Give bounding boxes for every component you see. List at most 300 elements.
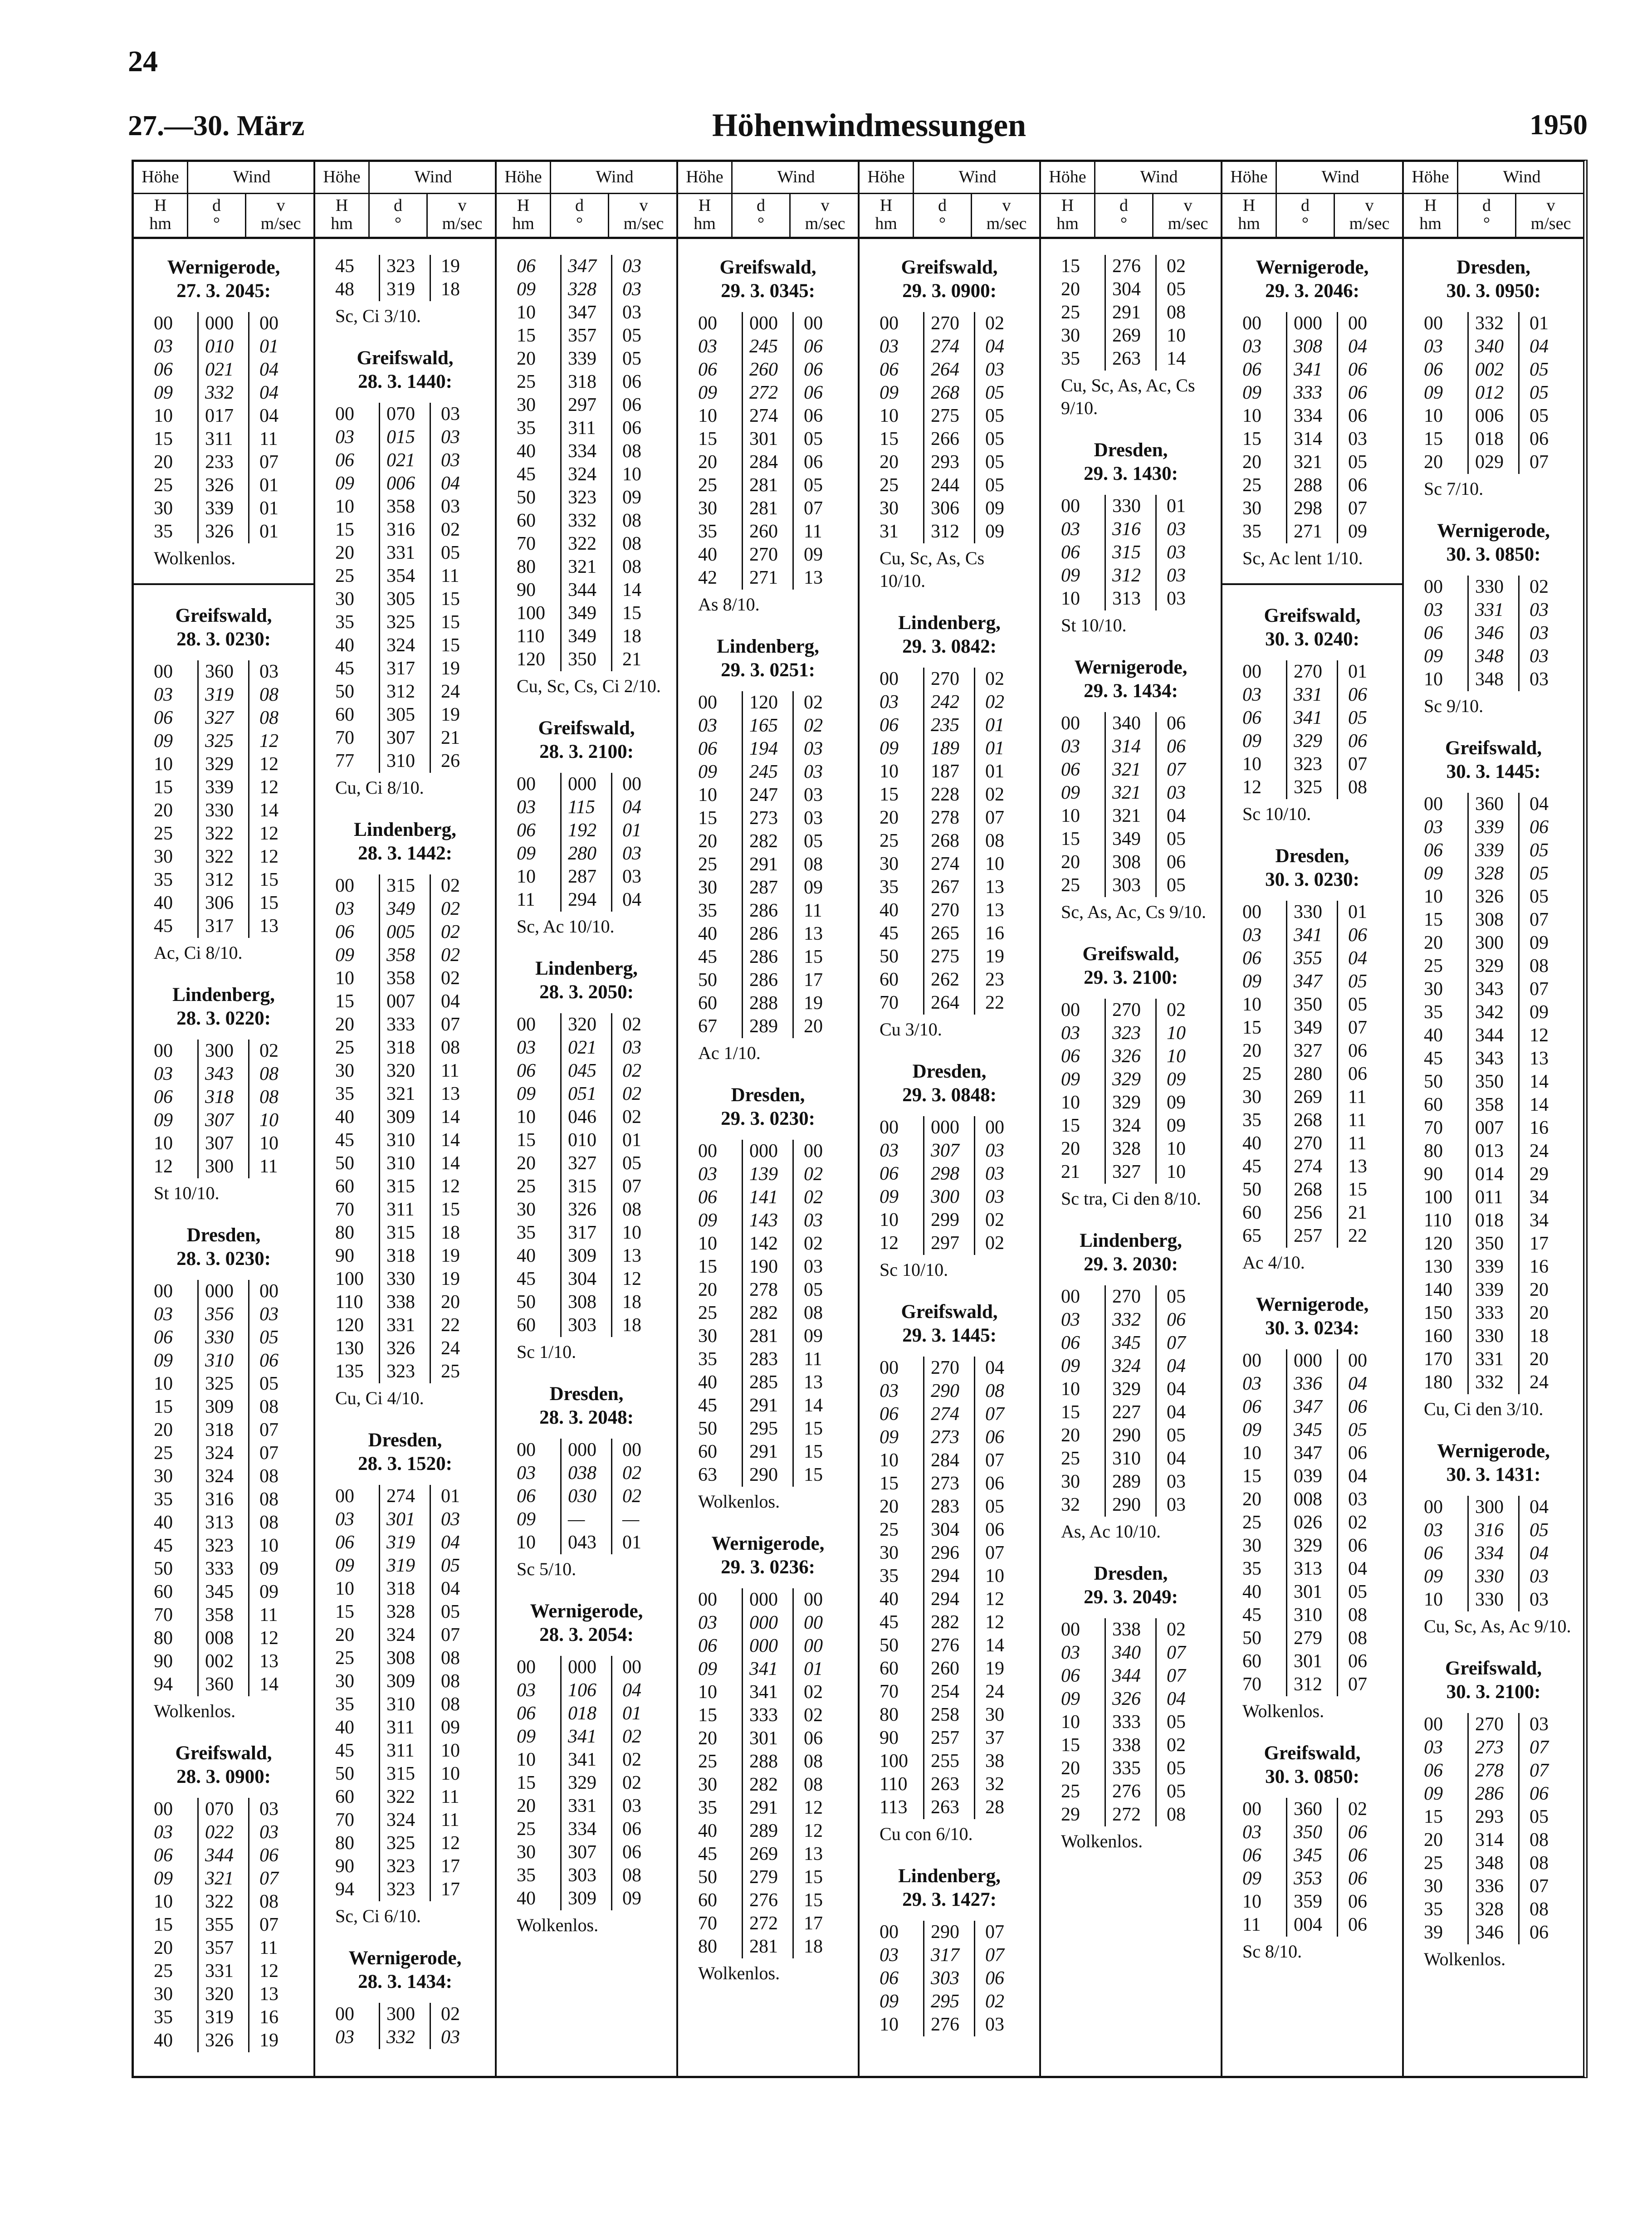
table-row bbox=[1232, 924, 1393, 947]
table-row bbox=[1050, 1447, 1212, 1470]
speed-value: 02 bbox=[430, 874, 475, 898]
direction-value: 245 bbox=[742, 335, 792, 358]
table-row bbox=[687, 1750, 849, 1773]
height-value: 00 bbox=[1061, 713, 1080, 734]
header-H: H bbox=[517, 196, 530, 215]
speed-value: 06 bbox=[1337, 924, 1382, 947]
table-row bbox=[324, 495, 486, 518]
direction-value: 319 bbox=[379, 1531, 429, 1554]
station-title bbox=[1413, 1440, 1574, 1487]
speed-value: 14 bbox=[248, 1673, 293, 1696]
speed-value: 05 bbox=[1155, 1424, 1201, 1447]
direction-value: 194 bbox=[742, 737, 792, 761]
height-value: 15 bbox=[1424, 909, 1443, 930]
direction-value: 350 bbox=[560, 648, 610, 671]
height-value: 120 bbox=[517, 649, 545, 670]
height-value: 90 bbox=[1424, 1164, 1443, 1185]
direction-value: 321 bbox=[379, 1083, 429, 1106]
direction-value: 318 bbox=[379, 1245, 429, 1268]
height-value: 06 bbox=[698, 1635, 717, 1656]
direction-value: 349 bbox=[1105, 828, 1154, 851]
table-row bbox=[1413, 1163, 1574, 1186]
direction-value: 000 bbox=[742, 1588, 792, 1611]
height-value: 03 bbox=[1061, 1023, 1080, 1044]
speed-value: 04 bbox=[1337, 1557, 1382, 1581]
table-row bbox=[687, 1935, 849, 1958]
speed-value: 04 bbox=[611, 888, 656, 912]
speed-value: 02 bbox=[792, 1186, 838, 1209]
table-row bbox=[506, 1841, 667, 1864]
divider bbox=[1222, 583, 1402, 585]
table-row bbox=[506, 1725, 667, 1748]
direction-value: 309 bbox=[379, 1670, 429, 1693]
speed-value: 03 bbox=[1337, 428, 1382, 451]
direction-value: 312 bbox=[197, 869, 247, 892]
table-row bbox=[1050, 1780, 1212, 1803]
cloud-note: Wolkenlos. bbox=[1061, 1831, 1143, 1851]
direction-value: 341 bbox=[560, 1748, 610, 1772]
station-block bbox=[506, 717, 667, 938]
direction-value: 286 bbox=[1467, 1782, 1517, 1806]
station-name: Dresden, bbox=[368, 1430, 442, 1451]
speed-value: 02 bbox=[611, 1106, 656, 1129]
direction-value: 329 bbox=[1286, 730, 1336, 753]
station-time: 29. 3. 1445: bbox=[902, 1325, 997, 1346]
direction-value: 279 bbox=[1286, 1627, 1336, 1650]
direction-value: 349 bbox=[1286, 1016, 1336, 1040]
header-wind: Wind bbox=[233, 167, 271, 186]
station-name: Wernigerode, bbox=[1256, 257, 1369, 278]
height-value: 25 bbox=[880, 475, 899, 496]
speed-value: 05 bbox=[1155, 874, 1201, 897]
station-time: 28. 3. 1520: bbox=[358, 1453, 452, 1474]
height-value: 20 bbox=[335, 1014, 354, 1035]
height-value: 25 bbox=[154, 475, 173, 496]
direction-value: 269 bbox=[1286, 1086, 1336, 1109]
direction-value: 334 bbox=[1286, 405, 1336, 428]
table-row bbox=[143, 683, 304, 707]
speed-value: 03 bbox=[611, 865, 656, 888]
speed-value: 11 bbox=[1337, 1109, 1382, 1132]
speed-value: 07 bbox=[1518, 908, 1564, 932]
height-value: 35 bbox=[1242, 1558, 1261, 1579]
table-row bbox=[143, 892, 304, 915]
direction-value: 273 bbox=[742, 807, 792, 830]
table-row bbox=[1232, 520, 1393, 543]
speed-value: 18 bbox=[611, 1291, 656, 1314]
station-title bbox=[687, 1084, 849, 1131]
table-row bbox=[687, 1186, 849, 1209]
height-value: 20 bbox=[335, 1625, 354, 1645]
direction-value: 323 bbox=[379, 255, 429, 278]
height-value: 30 bbox=[1242, 1535, 1261, 1556]
table-row bbox=[1232, 1109, 1393, 1132]
station-title bbox=[1050, 942, 1212, 990]
station-block bbox=[687, 1532, 849, 1985]
table-row bbox=[1413, 668, 1574, 691]
direction-value: 311 bbox=[197, 428, 247, 451]
direction-value: 000 bbox=[197, 312, 247, 335]
table-row bbox=[143, 358, 304, 381]
speed-value: 08 bbox=[792, 1750, 838, 1773]
height-value: 15 bbox=[698, 1256, 717, 1277]
table-row bbox=[506, 1772, 667, 1795]
speed-value: 03 bbox=[974, 1139, 1019, 1162]
direction-value: 349 bbox=[560, 602, 610, 625]
speed-value: 04 bbox=[1155, 1401, 1201, 1424]
speed-value: 03 bbox=[974, 1186, 1019, 1209]
speed-value: 02 bbox=[611, 1772, 656, 1795]
direction-value: 142 bbox=[742, 1232, 792, 1255]
header-deg: ° bbox=[394, 214, 402, 233]
table-row bbox=[506, 394, 667, 417]
table-row bbox=[143, 1349, 304, 1372]
table-row bbox=[324, 449, 486, 472]
speed-value: 08 bbox=[1155, 1803, 1201, 1826]
header-deg: ° bbox=[213, 214, 220, 233]
speed-value: 12 bbox=[430, 1832, 475, 1855]
station-title bbox=[143, 1224, 304, 1271]
cloud-note: Sc, As, Ac, Cs 9/10. bbox=[1061, 902, 1207, 922]
direction-value: 354 bbox=[379, 565, 429, 588]
speed-value: 09 bbox=[1518, 932, 1564, 955]
speed-value: 08 bbox=[248, 1511, 293, 1534]
speed-value: 04 bbox=[1155, 1355, 1201, 1378]
speed-value: 06 bbox=[792, 335, 838, 358]
speed-value: 05 bbox=[1337, 707, 1382, 730]
table-row bbox=[1232, 1867, 1393, 1890]
height-value: 45 bbox=[517, 464, 536, 485]
direction-value: 291 bbox=[742, 1796, 792, 1820]
speed-value: 07 bbox=[611, 1175, 656, 1198]
table-row bbox=[869, 358, 1030, 381]
height-value: 70 bbox=[880, 1681, 899, 1702]
height-value: 10 bbox=[1242, 1891, 1261, 1912]
height-value: 06 bbox=[154, 1845, 173, 1866]
height-value: 06 bbox=[154, 359, 173, 380]
height-value: 25 bbox=[698, 1751, 717, 1772]
station-block bbox=[324, 1429, 486, 1928]
station-name: Greifswald, bbox=[1445, 1658, 1542, 1679]
height-value: 09 bbox=[517, 279, 536, 300]
direction-value: 039 bbox=[1286, 1465, 1336, 1488]
station-title bbox=[869, 1865, 1030, 1912]
direction-value: 026 bbox=[1286, 1511, 1336, 1534]
station-time: 29. 3. 0345: bbox=[721, 280, 815, 302]
table-row bbox=[1232, 428, 1393, 451]
table-row bbox=[1232, 1650, 1393, 1673]
height-value: 06 bbox=[517, 820, 536, 841]
table-row bbox=[1050, 1091, 1212, 1114]
speed-value: 08 bbox=[792, 1773, 838, 1796]
direction-value: 322 bbox=[197, 845, 247, 869]
direction-value: 276 bbox=[742, 1889, 792, 1912]
table-row bbox=[869, 1518, 1030, 1542]
table-row bbox=[1232, 1155, 1393, 1178]
height-value: 09 bbox=[154, 1110, 173, 1131]
height-value: 03 bbox=[880, 692, 899, 713]
table-column bbox=[315, 162, 497, 2076]
height-value: 29 bbox=[1061, 1804, 1080, 1825]
height-value: 03 bbox=[1061, 1642, 1080, 1663]
height-value: 35 bbox=[698, 1797, 717, 1818]
table-row bbox=[506, 417, 667, 440]
station-time: 29. 3. 2049: bbox=[1084, 1586, 1178, 1608]
table-row bbox=[506, 1083, 667, 1106]
table-row bbox=[324, 611, 486, 634]
station-name: Wernigerode, bbox=[530, 1601, 643, 1622]
direction-value: 281 bbox=[742, 1935, 792, 1958]
height-value: 03 bbox=[517, 797, 536, 818]
cloud-note: Wolkenlos. bbox=[154, 1701, 236, 1721]
height-value: 35 bbox=[1424, 1899, 1443, 1920]
station-name: Greifswald, bbox=[1082, 943, 1179, 965]
table-row bbox=[1413, 1070, 1574, 1093]
table-row bbox=[869, 1680, 1030, 1703]
direction-value: 340 bbox=[1105, 1641, 1154, 1664]
direction-value: 307 bbox=[560, 1841, 610, 1864]
speed-value: 20 bbox=[1518, 1302, 1564, 1325]
direction-value: 300 bbox=[1467, 1496, 1517, 1519]
header-wind: Wind bbox=[1140, 167, 1178, 186]
height-value: 00 bbox=[880, 313, 899, 334]
header-v: v bbox=[1365, 196, 1374, 215]
table-row bbox=[143, 381, 304, 405]
direction-value: 342 bbox=[1467, 1001, 1517, 1024]
table-row bbox=[506, 773, 667, 796]
direction-value: 306 bbox=[923, 497, 973, 520]
height-value: 90 bbox=[880, 1728, 899, 1748]
height-value: 80 bbox=[335, 1222, 354, 1243]
speed-value: 02 bbox=[430, 898, 475, 921]
height-value: 60 bbox=[880, 1658, 899, 1679]
table-row bbox=[143, 660, 304, 683]
height-value: 20 bbox=[880, 1496, 899, 1517]
table-row bbox=[1413, 1255, 1574, 1279]
direction-value: 286 bbox=[742, 969, 792, 992]
direction-value: 320 bbox=[197, 1983, 247, 2006]
header-v: v bbox=[821, 196, 830, 215]
table-row bbox=[687, 1727, 849, 1750]
height-value: 20 bbox=[335, 542, 354, 563]
table-row bbox=[1232, 1913, 1393, 1937]
station-title bbox=[869, 611, 1030, 659]
table-row bbox=[1232, 683, 1393, 707]
speed-value: 03 bbox=[1337, 1488, 1382, 1511]
speed-value: 01 bbox=[611, 1531, 656, 1554]
height-value: 06 bbox=[1424, 1543, 1443, 1564]
table-row bbox=[1232, 1040, 1393, 1063]
direction-value: 345 bbox=[1286, 1419, 1336, 1442]
cloud-note: Cu, Sc, As, Ac, Cs 9/10. bbox=[1061, 375, 1195, 418]
table-row bbox=[506, 1059, 667, 1083]
height-value: 10 bbox=[1424, 669, 1443, 690]
table-row bbox=[687, 1912, 849, 1935]
table-row bbox=[1050, 712, 1212, 735]
header-d: d bbox=[575, 196, 584, 215]
speed-value: 04 bbox=[1155, 805, 1201, 828]
speed-value: 07 bbox=[1337, 497, 1382, 520]
table-row bbox=[687, 1889, 849, 1912]
station-block bbox=[1232, 256, 1393, 585]
height-value: 80 bbox=[880, 1704, 899, 1725]
direction-value: 272 bbox=[742, 1912, 792, 1935]
table-row bbox=[143, 707, 304, 730]
direction-value: 344 bbox=[1467, 1024, 1517, 1047]
station-title bbox=[324, 347, 486, 394]
height-value: 00 bbox=[1061, 1000, 1080, 1020]
speed-value: 17 bbox=[430, 1878, 475, 1901]
table-row bbox=[143, 1396, 304, 1419]
speed-value: 09 bbox=[430, 1716, 475, 1739]
speed-value: 13 bbox=[611, 1245, 656, 1268]
direction-value: 331 bbox=[560, 1795, 610, 1818]
direction-value: 291 bbox=[742, 1440, 792, 1464]
height-value: 06 bbox=[1061, 1333, 1080, 1353]
speed-value: 17 bbox=[792, 969, 838, 992]
direction-value: 334 bbox=[560, 440, 610, 463]
height-value: 03 bbox=[1424, 336, 1443, 357]
height-value: 40 bbox=[335, 1107, 354, 1128]
header-deg: ° bbox=[757, 214, 765, 233]
direction-value: 022 bbox=[197, 1821, 247, 1844]
height-value: 25 bbox=[154, 1443, 173, 1464]
height-value: 50 bbox=[1242, 1628, 1261, 1649]
table-row bbox=[1413, 1024, 1574, 1047]
height-value: 09 bbox=[1424, 382, 1443, 403]
speed-value: 05 bbox=[1337, 1419, 1382, 1442]
height-value: 20 bbox=[1424, 1830, 1443, 1850]
speed-value: 15 bbox=[792, 1889, 838, 1912]
table-row bbox=[1050, 1494, 1212, 1517]
height-value: 20 bbox=[1061, 279, 1080, 300]
table-row bbox=[687, 807, 849, 830]
station-time: 30. 3. 0230: bbox=[1265, 869, 1359, 890]
direction-value: 319 bbox=[197, 683, 247, 707]
station-name: Lindenberg, bbox=[1080, 1230, 1182, 1251]
table-row bbox=[143, 2006, 304, 2029]
direction-value: 338 bbox=[379, 1291, 429, 1314]
table-row bbox=[506, 888, 667, 912]
table-row bbox=[1232, 312, 1393, 335]
height-value: 40 bbox=[880, 900, 899, 921]
height-value: 09 bbox=[880, 1991, 899, 2012]
height-value: 35 bbox=[154, 2007, 173, 2028]
table-row bbox=[1232, 1890, 1393, 1913]
table-row bbox=[1413, 1542, 1574, 1565]
station-block bbox=[869, 256, 1030, 592]
speed-value: 02 bbox=[248, 1040, 293, 1063]
table-row bbox=[1050, 278, 1212, 301]
table-row bbox=[687, 451, 849, 474]
direction-value: 139 bbox=[742, 1163, 792, 1186]
speed-value: 09 bbox=[248, 1557, 293, 1581]
station-name: Wernigerode, bbox=[1074, 657, 1188, 678]
speed-value: 03 bbox=[611, 278, 656, 301]
table-row bbox=[1050, 1308, 1212, 1332]
direction-value: 323 bbox=[379, 1878, 429, 1901]
table-row bbox=[1413, 1588, 1574, 1611]
column-body bbox=[315, 237, 495, 2076]
speed-value: 06 bbox=[974, 1472, 1019, 1495]
table-row bbox=[687, 1843, 849, 1866]
table-row bbox=[324, 1832, 486, 1855]
speed-value: 08 bbox=[1337, 776, 1382, 799]
height-value: 10 bbox=[1242, 994, 1261, 1015]
height-value: 45 bbox=[154, 1535, 173, 1556]
height-value: 10 bbox=[154, 754, 173, 775]
speed-value: 02 bbox=[792, 1704, 838, 1727]
height-value: 25 bbox=[1242, 1512, 1261, 1533]
direction-value: 276 bbox=[923, 1634, 973, 1657]
table-row bbox=[143, 1650, 304, 1673]
table-row bbox=[506, 796, 667, 819]
table-row bbox=[1232, 1798, 1393, 1821]
direction-value: 295 bbox=[742, 1417, 792, 1440]
height-value: 09 bbox=[335, 945, 354, 966]
height-value: 06 bbox=[1424, 840, 1443, 861]
height-value: 30 bbox=[1242, 1087, 1261, 1108]
table-row bbox=[324, 1083, 486, 1106]
header-hm: hm bbox=[1238, 214, 1260, 233]
speed-value: 05 bbox=[248, 1326, 293, 1349]
speed-value: 15 bbox=[430, 611, 475, 634]
table-row bbox=[1050, 1711, 1212, 1734]
height-value: 50 bbox=[335, 681, 354, 702]
speed-value: 00 bbox=[611, 1439, 656, 1462]
height-value: 180 bbox=[1424, 1372, 1452, 1393]
cloud-note: Cu, Ci 8/10. bbox=[335, 777, 424, 798]
table-row bbox=[143, 799, 304, 822]
direction-value: 263 bbox=[1105, 347, 1154, 371]
direction-value: 360 bbox=[1286, 1798, 1336, 1821]
speed-value: 26 bbox=[430, 750, 475, 773]
direction-value: 333 bbox=[1467, 1302, 1517, 1325]
direction-value: 305 bbox=[379, 703, 429, 727]
direction-value: 322 bbox=[197, 1890, 247, 1913]
speed-value: 05 bbox=[1155, 1711, 1201, 1734]
height-value: 15 bbox=[1242, 1466, 1261, 1487]
height-value: 03 bbox=[154, 336, 173, 357]
table-row bbox=[687, 923, 849, 946]
header-hm: hm bbox=[331, 214, 353, 233]
table-row bbox=[324, 472, 486, 495]
direction-value: 331 bbox=[1286, 683, 1336, 707]
table-row bbox=[1413, 576, 1574, 599]
speed-value: 08 bbox=[974, 1380, 1019, 1403]
speed-value: 11 bbox=[792, 1348, 838, 1371]
speed-value: 09 bbox=[792, 876, 838, 899]
cloud-note: Sc, Ci 3/10. bbox=[335, 306, 421, 326]
speed-value: 05 bbox=[1518, 862, 1564, 885]
speed-value: 03 bbox=[248, 1303, 293, 1326]
direction-value: 358 bbox=[197, 1604, 247, 1627]
height-value: 00 bbox=[154, 313, 173, 334]
height-value: 00 bbox=[698, 1589, 717, 1610]
height-value: 00 bbox=[1424, 576, 1443, 597]
direction-value: 339 bbox=[1467, 1279, 1517, 1302]
speed-value: 07 bbox=[974, 1921, 1019, 1944]
height-value: 10 bbox=[517, 1532, 536, 1553]
height-value: 60 bbox=[1242, 1651, 1261, 1672]
speed-value: 03 bbox=[611, 255, 656, 278]
table-row bbox=[1232, 381, 1393, 405]
cloud-note: Sc 7/10. bbox=[1424, 478, 1484, 499]
cloud-note: Wolkenlos. bbox=[1424, 1949, 1506, 1969]
direction-value: 344 bbox=[197, 1844, 247, 1867]
height-value: 03 bbox=[880, 1945, 899, 1966]
station-name: Dresden, bbox=[1094, 439, 1168, 461]
